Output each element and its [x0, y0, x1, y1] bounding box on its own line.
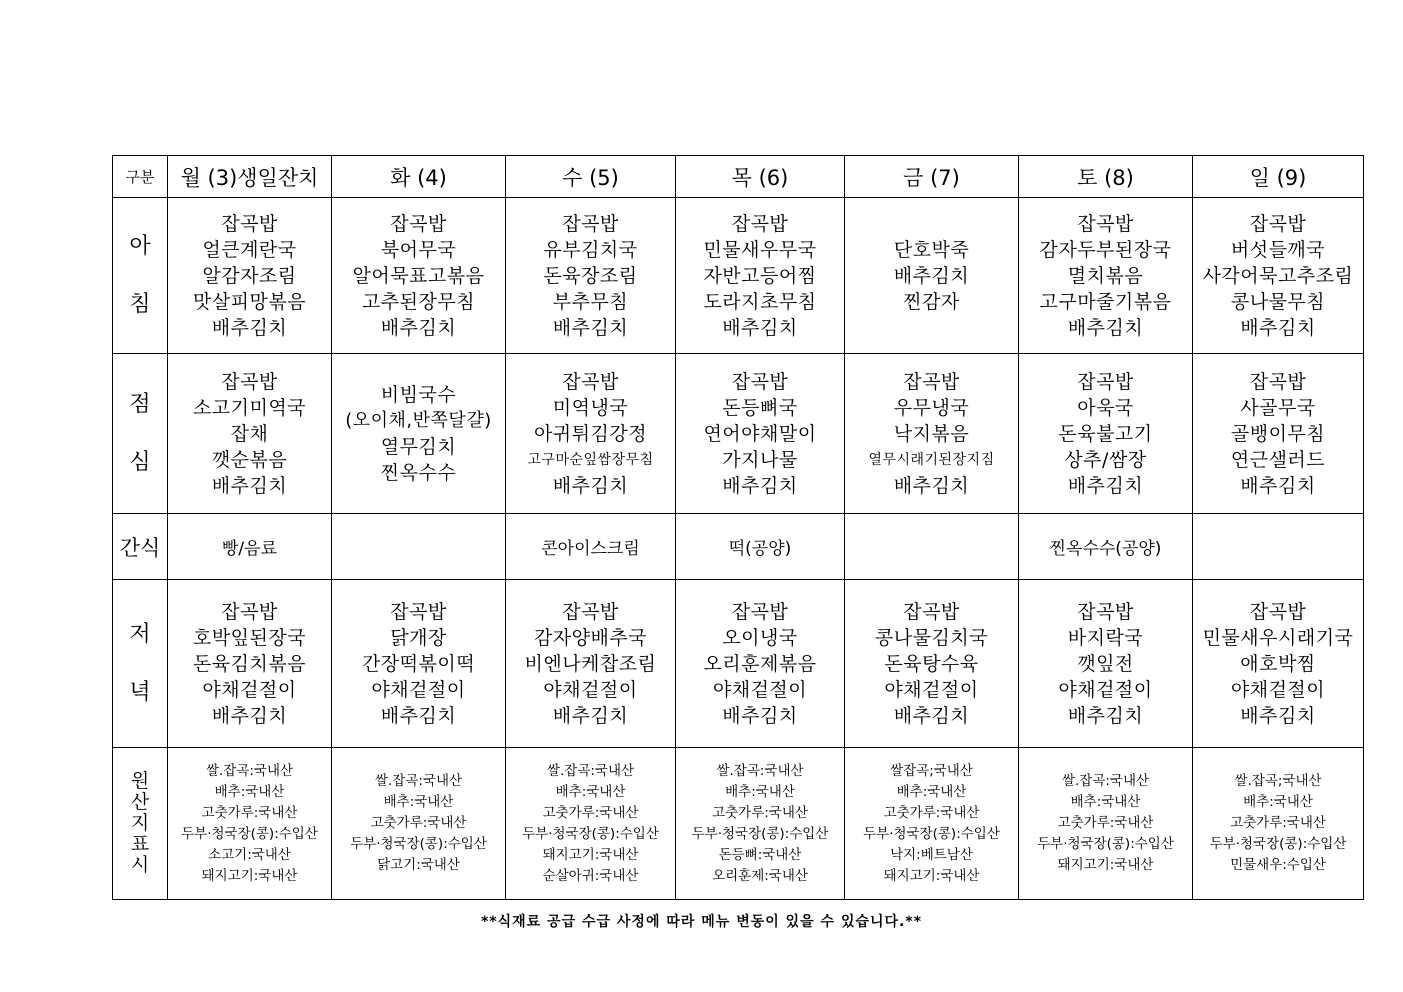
menu-item: 잡곡밥	[1249, 212, 1307, 235]
origin-line: 두부·청국장(콩):수입산	[1037, 836, 1174, 852]
menu-item: 잡곡밥	[562, 212, 619, 235]
origin-line: 순살아귀:국내산	[542, 867, 639, 884]
origin-line: 소고기:국내산	[208, 846, 291, 863]
menu-item: 알감자조림	[202, 264, 297, 287]
origin-line: 고춧가루:국내산	[712, 804, 808, 821]
menu-item: 잡곡밥	[903, 370, 960, 393]
menu-item: 잡곡밥	[903, 600, 960, 623]
origin-line: 돼지고기:국내산	[201, 867, 298, 884]
origin-line: 두부·청국장(콩):수입산	[691, 825, 829, 842]
origin-line: 민물새우:수입산	[1230, 857, 1326, 873]
origin-line: 닭고기:국내산	[377, 857, 460, 873]
row-label-char: 아	[129, 233, 151, 259]
origin-line: 고춧가루:국내산	[883, 804, 980, 821]
day-header: 화 (4)	[332, 156, 506, 198]
menu-item: 배추김치	[722, 474, 798, 497]
origin-line: 돼지고기:국내산	[883, 867, 980, 884]
menu-item: 배추김치	[722, 316, 798, 339]
row-label-char: 점	[129, 391, 151, 417]
menu-item: 연근샐러드	[1230, 448, 1326, 471]
menu-item: 감자두부된장국	[1039, 238, 1172, 261]
menu-item: 잡곡밥	[1077, 212, 1134, 235]
origin-line: 두부·청국장(콩):수입산	[522, 825, 659, 842]
snack-cell: 콘아이스크림	[506, 514, 676, 580]
menu-item: 돈육불고기	[1058, 422, 1153, 445]
menu-item: 자반고등어찜	[703, 264, 817, 287]
menu-item: 잡곡밥	[1077, 600, 1134, 623]
breakfast-cell	[1193, 198, 1364, 354]
origin-cell	[506, 748, 676, 900]
origin-row	[113, 748, 1364, 900]
menu-item: 아욱국	[1077, 396, 1134, 419]
menu-item: 고구마줄기볶음	[1039, 290, 1172, 313]
menu-item: 배추김치	[1240, 704, 1316, 727]
origin-cell	[332, 748, 506, 900]
menu-item: 오리훈제볶음	[703, 652, 817, 675]
menu-item: 버섯들깨국	[1230, 238, 1326, 261]
breakfast-cell	[506, 198, 676, 354]
menu-item: 오이냉국	[722, 626, 798, 649]
header-corner: 구분	[113, 156, 168, 198]
menu-item: 배추김치	[380, 316, 457, 339]
lunch-cell	[168, 354, 332, 514]
row-label-char: 지	[130, 812, 150, 834]
snack-cell	[845, 514, 1019, 580]
menu-item: 야채겉절이	[543, 678, 638, 701]
origin-line: 고춧가루:국내산	[542, 804, 639, 821]
menu-item: 배추김치	[211, 474, 288, 497]
origin-line: 오리훈제:국내산	[712, 867, 808, 884]
menu-item: 배추김치	[211, 704, 288, 727]
menu-item: 소고기미역국	[192, 396, 307, 419]
menu-item: 얼큰계란국	[202, 238, 297, 261]
menu-item: 고추된장무침	[361, 290, 476, 313]
menu-item: 잡곡밥	[221, 212, 278, 235]
menu-item: 배추김치	[893, 704, 970, 727]
origin-line: 배추:국내산	[1243, 794, 1313, 810]
menu-item: 사각어묵고추조림	[1202, 264, 1354, 287]
menu-item: 배추김치	[552, 704, 629, 727]
menu-item: 야채겉절이	[202, 678, 297, 701]
menu-item: 잡곡밥	[1249, 600, 1307, 623]
day-header: 일 (9)	[1193, 156, 1364, 198]
menu-item: 야채겉절이	[1058, 678, 1153, 701]
lunch-cell	[1193, 354, 1364, 514]
menu-item: 돈육탕수육	[884, 652, 979, 675]
menu-item: 아귀튀김강정	[533, 422, 648, 445]
menu-item: 바지락국	[1067, 626, 1144, 649]
menu-item: 낙지볶음	[893, 422, 970, 445]
day-header: 수 (5)	[506, 156, 676, 198]
menu-item: 연어야채말이	[703, 422, 817, 445]
snack-cell	[1193, 514, 1364, 580]
row-label-char: 심	[129, 449, 151, 475]
origin-line: 배추:국내산	[214, 783, 285, 800]
origin-cell	[168, 748, 332, 900]
origin-line: 돼지고기:국내산	[542, 846, 639, 863]
snack-cell: 떡(공양)	[676, 514, 845, 580]
menu-item: 잡곡밥	[731, 370, 789, 393]
day-header: 월 (3)생일잔치	[168, 156, 332, 198]
row-label-char: 녁	[129, 679, 151, 705]
dinner-cell	[676, 580, 845, 748]
menu-item: 미역냉국	[552, 396, 629, 419]
dinner-cell	[845, 580, 1019, 748]
breakfast-cell	[676, 198, 845, 354]
menu-item: 민물새우무국	[703, 238, 817, 261]
origin-line: 배추:국내산	[725, 783, 795, 800]
breakfast-row	[113, 198, 1364, 354]
menu-item: 열무김치	[380, 435, 457, 458]
menu-item: 배추김치	[1067, 704, 1144, 727]
menu-item: 잡곡밥	[562, 370, 619, 393]
day-header: 금 (7)	[845, 156, 1019, 198]
menu-item: 야채겉절이	[884, 678, 979, 701]
row-label-char: 시	[130, 854, 150, 876]
origin-line: 고춧가루:국내산	[201, 804, 298, 821]
origin-line: 고춧가루:국내산	[370, 815, 467, 831]
row-label-char: 표	[130, 833, 150, 855]
menu-item: 콩나물김치국	[874, 626, 989, 649]
menu-item: 호박잎된장국	[192, 626, 307, 649]
menu-item: 사골무국	[1240, 396, 1316, 419]
origin-line: 배추:국내산	[1070, 794, 1141, 810]
day-header: 토 (8)	[1019, 156, 1193, 198]
weekly-menu-table	[112, 155, 1364, 900]
menu-item: 열무시래기된장지짐	[868, 451, 995, 468]
origin-cell	[1193, 748, 1364, 900]
origin-line: 두부·청국장(콩):수입산	[1209, 836, 1347, 852]
lunch-cell	[1019, 354, 1193, 514]
origin-line: 쌀.잡곡:국내산	[1061, 773, 1150, 789]
origin-label	[113, 748, 168, 900]
lunch-cell	[845, 354, 1019, 514]
menu-item: 잡곡밥	[390, 600, 447, 623]
menu-item: 찐감자	[903, 290, 960, 313]
breakfast-cell	[1019, 198, 1193, 354]
snack-cell: 찐옥수수(공양)	[1019, 514, 1193, 580]
menu-item: 깻순볶음	[211, 448, 288, 471]
dinner-cell	[332, 580, 506, 748]
menu-item: 배추김치	[893, 474, 970, 497]
menu-item: 감자양배추국	[533, 626, 648, 649]
menu-item: 맛살피망볶음	[192, 290, 307, 313]
menu-item: 야채겉절이	[1230, 678, 1326, 701]
dinner-cell	[1193, 580, 1364, 748]
origin-line: 고춧가루:국내산	[1057, 815, 1154, 831]
origin-line: 낙지:베트남산	[890, 846, 973, 863]
menu-item: 잡곡밥	[731, 600, 789, 623]
origin-line: 쌀.잡곡:국내산	[374, 773, 463, 789]
snack-row	[113, 514, 1364, 580]
menu-item: 잡곡밥	[221, 370, 278, 393]
menu-item: 야채겉절이	[712, 678, 808, 701]
row-label-char: 저	[129, 621, 151, 647]
lunch-cell	[506, 354, 676, 514]
breakfast-label	[113, 198, 168, 354]
menu-item: 잡곡밥	[731, 212, 789, 235]
menu-item: 배추김치	[552, 474, 629, 497]
menu-item: 단호박죽	[893, 238, 970, 261]
menu-item: 배추김치	[552, 316, 629, 339]
lunch-cell	[332, 354, 506, 514]
dinner-row	[113, 580, 1364, 748]
menu-item: 북어무국	[380, 238, 457, 261]
menu-item: 닭개장	[390, 626, 447, 649]
menu-item: 유부김치국	[543, 238, 638, 261]
origin-line: 쌀.잡곡;국내산	[1234, 773, 1322, 789]
menu-item: 잡곡밥	[1077, 370, 1134, 393]
menu-item: 잡곡밥	[221, 600, 278, 623]
menu-item: 돈육김치볶음	[192, 652, 307, 675]
origin-cell	[1019, 748, 1193, 900]
menu-item: 배추김치	[380, 704, 457, 727]
origin-line: 돈등뼈:국내산	[718, 846, 802, 863]
menu-item: 콩나물무침	[1230, 290, 1326, 313]
snack-cell	[332, 514, 506, 580]
menu-item: 돈육장조림	[543, 264, 638, 287]
origin-line: 돼지고기:국내산	[1057, 857, 1154, 873]
menu-item: 멸치볶음	[1067, 264, 1144, 287]
snack-label: 간식	[113, 514, 168, 580]
origin-line: 쌀잡곡;국내산	[890, 762, 973, 779]
day-header: 목 (6)	[676, 156, 845, 198]
menu-item: 잡채	[230, 422, 269, 445]
origin-cell	[676, 748, 845, 900]
dinner-cell	[1019, 580, 1193, 748]
row-label-char: 침	[129, 291, 151, 317]
header-row	[113, 156, 1364, 198]
origin-line: 배추:국내산	[555, 783, 626, 800]
menu-item: 상추/쌈장	[1064, 448, 1147, 471]
menu-item: 골뱅이무침	[1230, 422, 1326, 445]
menu-item: 우무냉국	[893, 396, 970, 419]
dinner-cell	[506, 580, 676, 748]
snack-cell: 빵/음료	[168, 514, 332, 580]
row-label-char: 원	[130, 770, 150, 792]
menu-item: 알어묵표고볶음	[352, 264, 485, 287]
origin-line: 두부·청국장(콩):수입산	[863, 825, 1000, 842]
origin-line: 쌀.잡곡:국내산	[546, 762, 635, 779]
menu-item: 민물새우시래기국	[1202, 626, 1354, 649]
menu-item: 애호박찜	[1240, 652, 1316, 675]
menu-item: 비엔나케찹조림	[524, 652, 657, 675]
breakfast-cell	[168, 198, 332, 354]
lunch-cell	[676, 354, 845, 514]
footer-note: **식재료 공급 수급 사정에 따라 메뉴 변동이 있을 수 있습니다.**	[480, 914, 923, 930]
origin-line: 고춧가루:국내산	[1230, 815, 1326, 831]
menu-item: 돈등뼈국	[722, 396, 798, 419]
menu-item: 찐옥수수	[380, 461, 457, 484]
origin-line: 두부·청국장(콩):수입산	[350, 836, 487, 852]
menu-item: 깻잎전	[1077, 652, 1134, 675]
menu-item: 잡곡밥	[562, 600, 619, 623]
menu-item: 고구마순잎쌈장무침	[527, 451, 654, 468]
menu-item: 배추김치	[1240, 474, 1316, 497]
menu-item: (오이채,반쪽달걀)	[345, 409, 492, 431]
lunch-label	[113, 354, 168, 514]
menu-item: 가지나물	[722, 448, 798, 471]
origin-line: 쌀.잡곡:국내산	[205, 762, 294, 779]
origin-line: 배추:국내산	[896, 783, 967, 800]
origin-cell	[845, 748, 1019, 900]
breakfast-cell	[332, 198, 506, 354]
menu-item: 배추김치	[722, 704, 798, 727]
menu-item: 배추김치	[1067, 474, 1144, 497]
row-label-char: 산	[130, 791, 150, 813]
menu-item: 야채겉절이	[371, 678, 466, 701]
menu-item: 잡곡밥	[390, 212, 447, 235]
menu-item: 배추김치	[1067, 316, 1144, 339]
menu-item: 배추김치	[893, 264, 970, 287]
menu-item: 비빔국수	[380, 383, 457, 406]
menu-item: 잡곡밥	[1249, 370, 1307, 393]
origin-line: 두부·청국장(콩):수입산	[181, 825, 318, 842]
menu-item: 도라지초무침	[703, 290, 817, 313]
origin-line: 배추:국내산	[383, 794, 454, 810]
dinner-label	[113, 580, 168, 748]
dinner-cell	[168, 580, 332, 748]
menu-item: 배추김치	[211, 316, 288, 339]
lunch-row	[113, 354, 1364, 514]
menu-item: 배추김치	[1240, 316, 1316, 339]
origin-line: 쌀.잡곡:국내산	[716, 762, 804, 779]
breakfast-cell	[845, 198, 1019, 354]
menu-item: 부추무침	[552, 290, 629, 313]
menu-item: 간장떡볶이떡	[361, 652, 476, 675]
